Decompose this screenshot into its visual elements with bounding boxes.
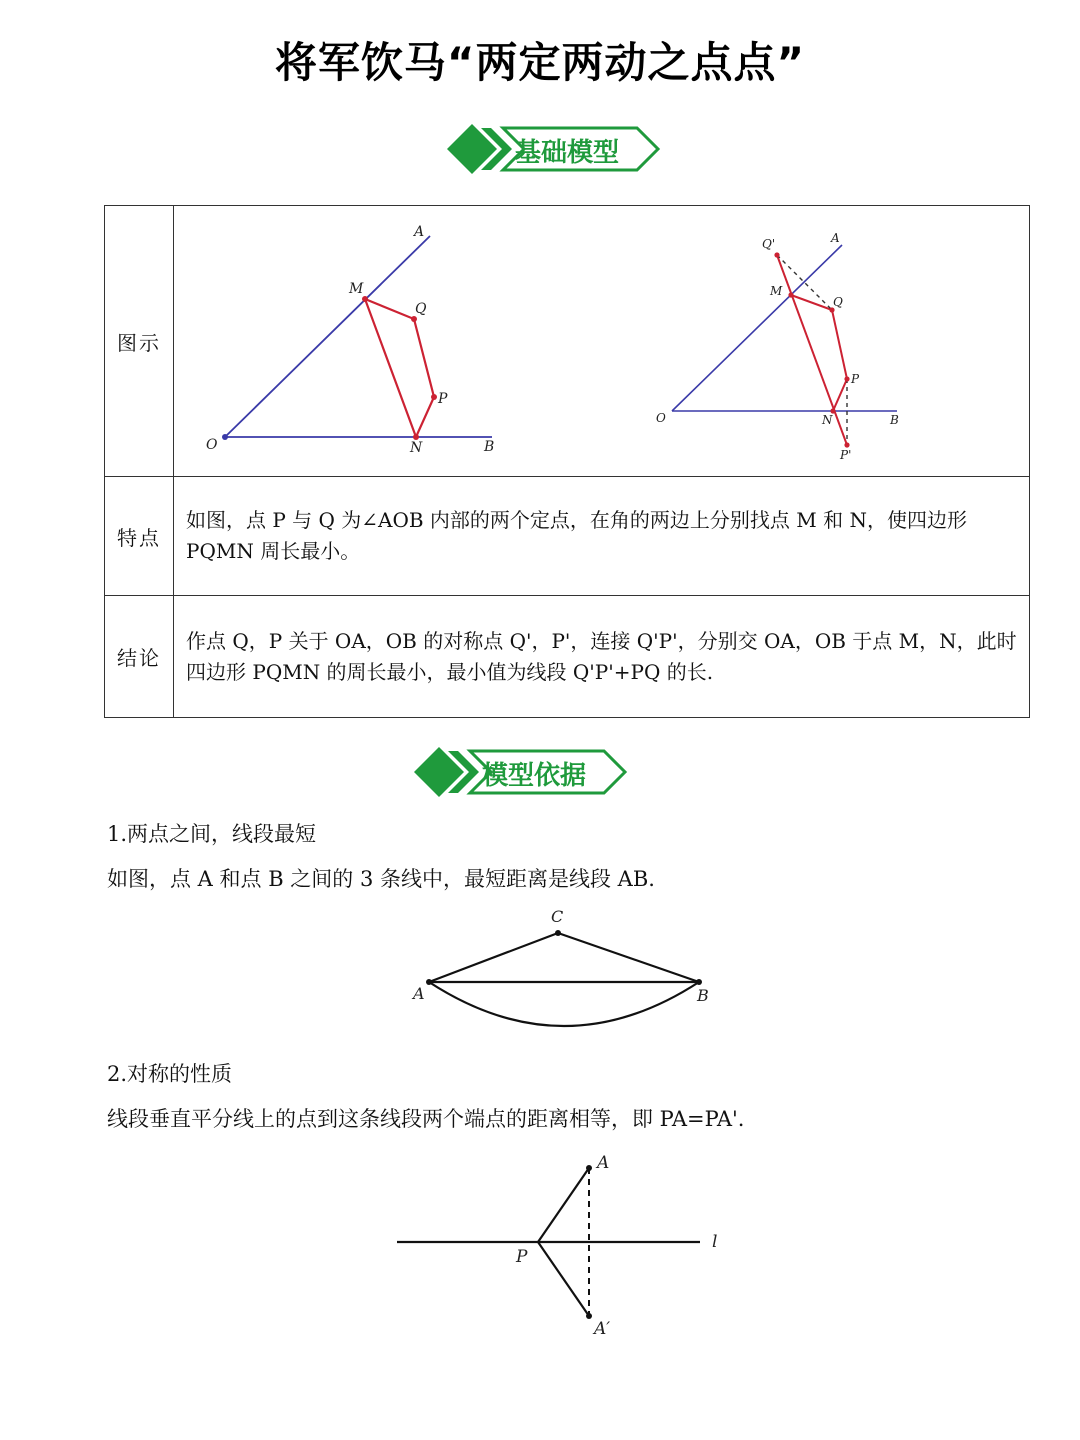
label-P: P <box>516 1247 528 1267</box>
label-A: A <box>831 231 840 245</box>
basis-item1-text: 如图，点 A 和点 B 之间的 3 条线中，最短距离是线段 AB. <box>107 867 655 891</box>
model-figures <box>174 207 1030 475</box>
label-Q-prime: Q' <box>762 237 776 251</box>
label-l: l <box>712 1232 718 1252</box>
conclusion-text: 作点 Q，P 关于 OA，OB 的对称点 Q'，P'，连接 Q'P'，分别交 OA，OB 于点 M，N，此时四边形 PQMN 的周长最小，最小值为线段 Q'P'+PQ 的长. <box>174 596 1030 718</box>
basis-item2-text: 线段垂直平分线上的点到这条线段两个端点的距离相等，即 PA=PA'. <box>107 1107 745 1131</box>
label-A: A <box>413 984 425 1003</box>
basis-item1-heading: 1.两点之间，线段最短 <box>107 822 317 846</box>
label-M: M <box>770 284 783 298</box>
figure-right <box>656 231 899 462</box>
figure-symmetry <box>390 1145 730 1345</box>
label-B: B <box>697 986 709 1005</box>
section-banner-basic-model <box>445 122 665 176</box>
basis-item2-heading: 2.对称的性质 <box>107 1062 233 1086</box>
section-banner-model-basis <box>412 745 632 799</box>
label-A: A <box>597 1153 610 1173</box>
label-N: N <box>822 413 833 427</box>
label-Q: Q <box>415 301 427 317</box>
label-P: P <box>851 372 860 386</box>
label-B: B <box>484 439 495 455</box>
label-B: B <box>890 413 899 427</box>
label-M: M <box>349 281 364 297</box>
label-O: O <box>656 411 666 425</box>
label-N: N <box>410 440 423 456</box>
label-Q: Q <box>833 295 843 309</box>
model-table <box>104 205 1030 718</box>
row-label-diagram: 图示 <box>105 206 174 477</box>
banner-title: 基础模型 <box>515 138 620 168</box>
label-O: O <box>206 437 218 453</box>
feature-text: 如图，点 P 与 Q 为∠AOB 内部的两个定点，在角的两边上分别找点 M 和 N，使四边形 PQMN 周长最小。 <box>174 477 1030 596</box>
row-label-feature: 特点 <box>105 477 174 596</box>
figure-shortest-segment <box>400 900 730 1035</box>
diagram-cell <box>174 206 1030 477</box>
figure-left <box>206 224 494 456</box>
label-P-prime: P' <box>840 448 852 462</box>
label-A: A <box>414 224 425 240</box>
label-P: P <box>438 391 448 407</box>
banner-title: 模型依据 <box>482 761 587 791</box>
page-title: 将军饮马“两定两动之点点” <box>274 38 806 87</box>
label-C: C <box>551 907 564 926</box>
label-A-prime: A′ <box>594 1319 611 1339</box>
row-label-conclusion: 结论 <box>105 596 174 718</box>
